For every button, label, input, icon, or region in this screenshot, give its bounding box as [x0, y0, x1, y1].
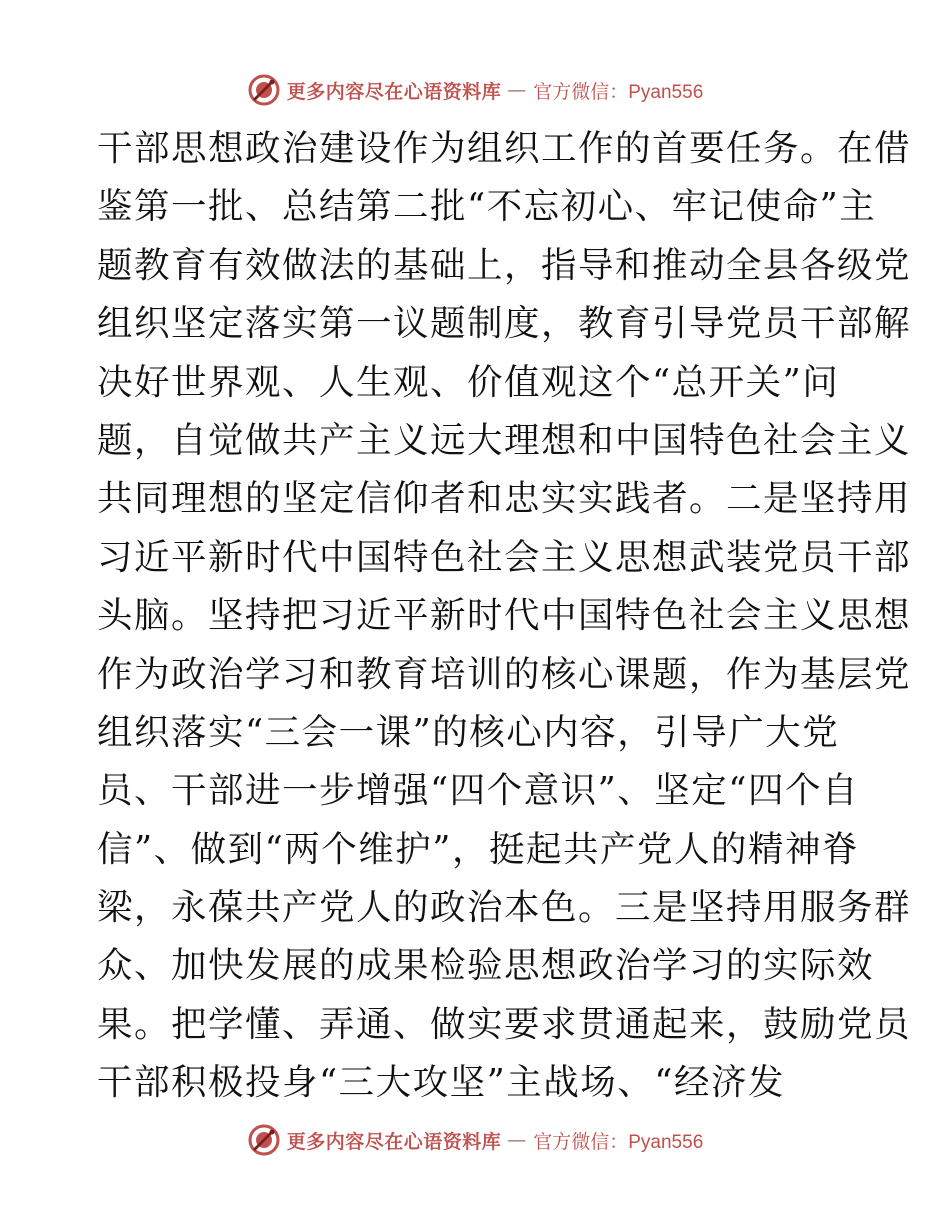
header-banner	[0, 70, 950, 110]
body-line: 鉴第一批、总结第二批“不忘初心、牢记使命”主	[97, 186, 877, 228]
body-line: 梁，永葆共产党人的政治本色。三是坚持用服务群	[97, 887, 912, 929]
header-wechat-text: 官方微信：Pyan556	[533, 81, 704, 103]
body-line: 组织落实“三会一课”的核心内容，引导广大党	[97, 711, 840, 753]
footer-banner	[0, 1120, 950, 1160]
body-line: 干部积极投身“三大攻坚”主战场、“经济发	[97, 1062, 785, 1104]
body-line: 共同理想的坚定信仰者和忠实实践者。二是坚持用	[97, 478, 912, 520]
body-line: 众、加快发展的成果检验思想政治学习的实际效	[97, 945, 875, 987]
body-line: 决好世界观、人生观、价值观这个“总开关”问	[97, 361, 840, 403]
brand-logo-icon	[247, 1123, 281, 1157]
body-line: 干部思想政治建设作为组织工作的首要任务。在借	[97, 128, 912, 169]
body-line: 题，自觉做共产主义远大理想和中国特色社会主义	[97, 419, 912, 461]
body-line: 题教育有效做法的基础上，指导和推动全县各级党	[97, 244, 912, 286]
body-line: 信”、做到“两个维护”，挺起共产党人的精神脊	[97, 828, 859, 870]
body-line: 头脑。坚持把习近平新时代中国特色社会主义思想	[97, 595, 912, 637]
body-line: 作为政治学习和教育培训的核心课题，作为基层党	[97, 653, 912, 695]
footer-separator: —	[507, 1129, 528, 1151]
body-line: 习近平新时代中国特色社会主义思想武装党员干部	[97, 536, 912, 578]
body-line: 果。把学懂、弄通、做实要求贯通起来，鼓励党员	[97, 1003, 912, 1045]
footer-brand-text: 更多内容尽在心语资料库	[286, 1130, 502, 1153]
footer-wechat-text: 官方微信：Pyan556	[533, 1131, 704, 1153]
brand-logo-icon	[247, 73, 281, 107]
body-line: 组织坚定落实第一议题制度，教育引导党员干部解	[97, 303, 912, 345]
body-line: 员、干部进一步增强“四个意识”、坚定“四个自	[97, 770, 859, 812]
header-brand-text: 更多内容尽在心语资料库	[286, 80, 502, 103]
header-separator: —	[507, 79, 528, 101]
document-body	[97, 120, 912, 1113]
